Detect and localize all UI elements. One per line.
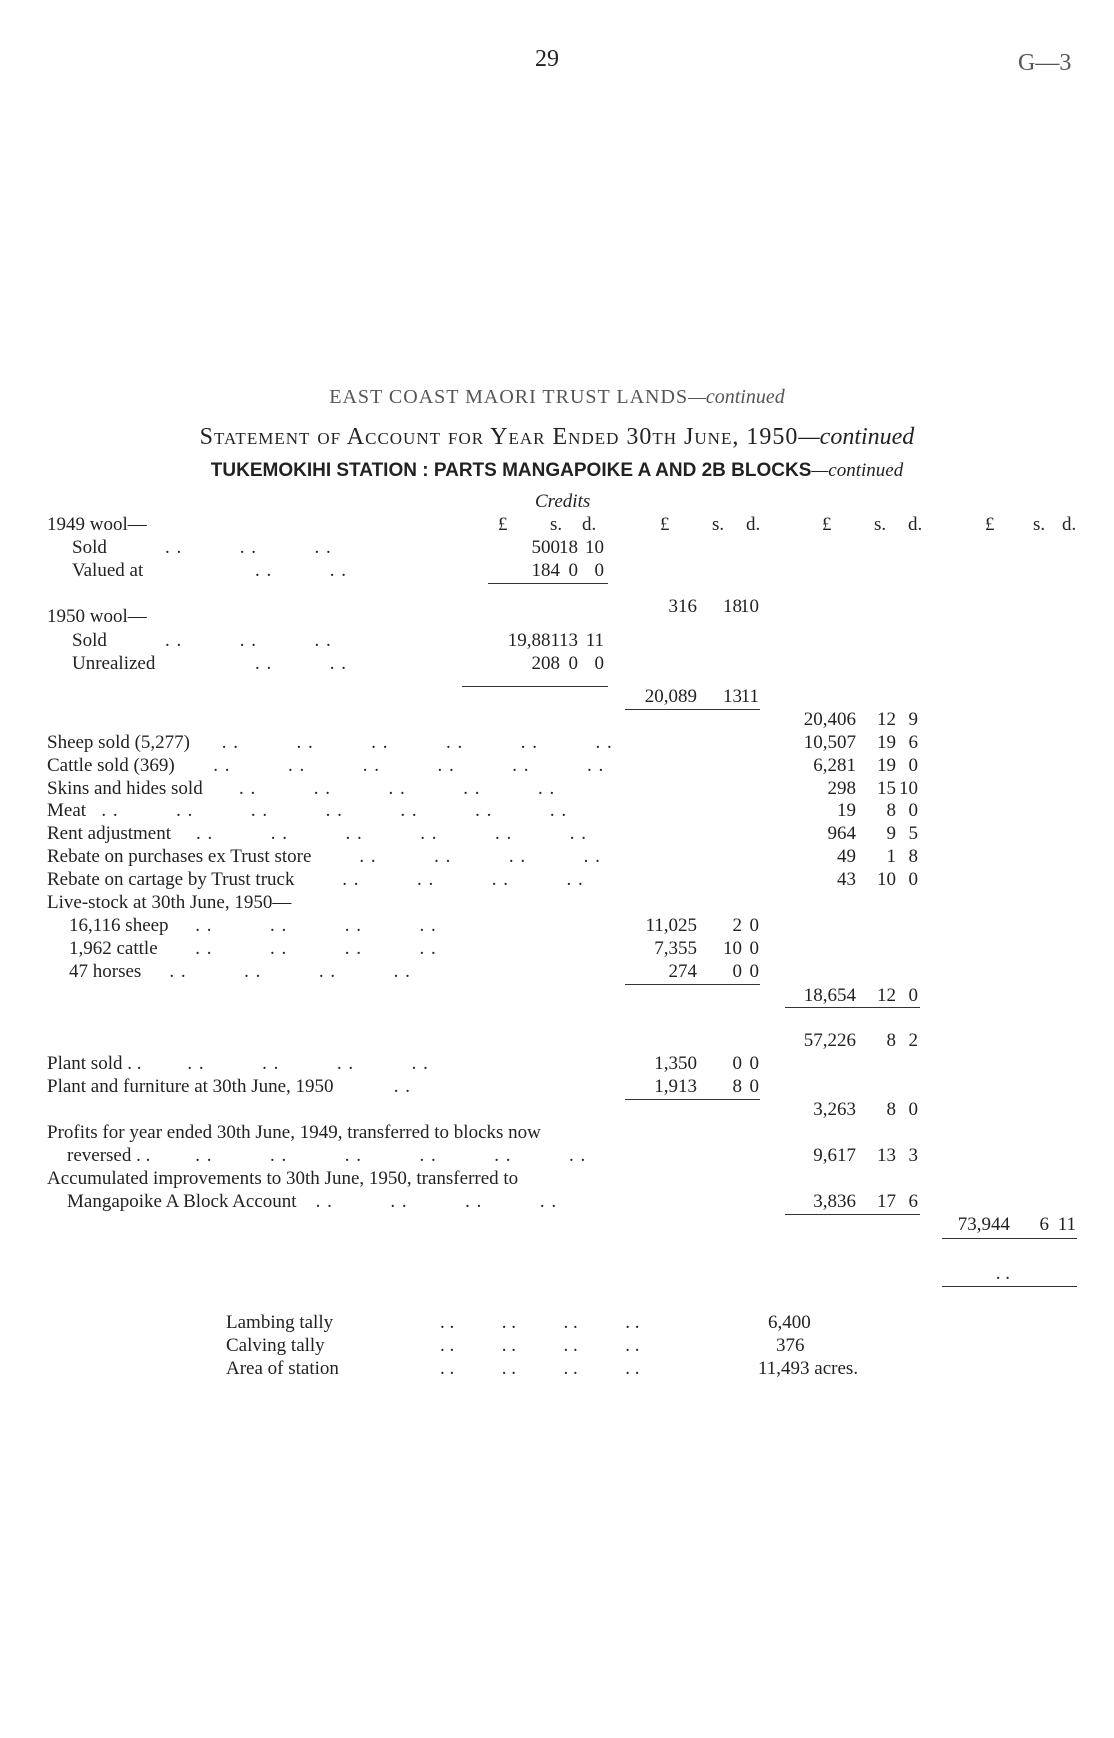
amount-pounds-col-1: 19,881: [507, 630, 560, 651]
amount-shillings-col-2: 13: [723, 686, 742, 707]
dot-leader: . . . .: [255, 653, 347, 674]
amount-shillings-col-3: 19: [877, 732, 896, 753]
amount-pence-col-4: 11: [1057, 1214, 1076, 1235]
amount-pence-col-2: 11: [740, 686, 759, 707]
amount-pounds-col-3: 3,263: [813, 1099, 856, 1120]
amount-pounds-col-1: 184: [531, 560, 560, 581]
dot-leader: . . . . . . . .: [315, 1191, 558, 1212]
amount-pence-col-2: 0: [749, 1076, 759, 1097]
title-line-1-text: EAST COAST MAORI TRUST LANDS: [329, 386, 689, 408]
column-1-shilling-header: s.: [550, 514, 563, 535]
amount-shillings-col-1: 0: [568, 653, 578, 674]
amount-shillings-col-3: 15: [877, 778, 896, 799]
amount-pounds-col-2: 7,355: [654, 938, 697, 959]
amount-pounds-col-3: 298: [827, 778, 856, 799]
amount-shillings-col-2: 10: [723, 938, 742, 959]
title-line-1-suffix: —continued: [688, 386, 785, 408]
amount-pounds-col-3: 964: [827, 823, 856, 844]
rule-col4-b: [942, 1286, 1077, 1287]
amount-pence-col-3: 9: [908, 709, 918, 730]
amount-pounds-col-3: 9,617: [813, 1145, 856, 1166]
dot-leader: . . . . . . . .: [187, 1053, 429, 1074]
amount-shillings-col-3: 8: [886, 1030, 896, 1051]
title-line-1: [0, 386, 1114, 408]
amount-shillings-col-4: 6: [1039, 1214, 1049, 1235]
amount-pounds-col-3: 10,507: [803, 732, 856, 753]
amount-shillings-col-3: 9: [886, 823, 896, 844]
row-label: 16,116 sheep: [69, 915, 169, 936]
title-line-2-text: Statement of Account for Year Ended 30th June, 1950: [199, 424, 799, 450]
amount-pence-col-2: 10: [740, 596, 759, 617]
amount-pence-col-3: 8: [908, 846, 918, 867]
row-label: 1,962 cattle: [69, 938, 158, 959]
row-label: Cattle sold (369): [47, 755, 175, 776]
amount-shillings-col-3: 10: [877, 869, 896, 890]
rule-col4-a: [942, 1238, 1077, 1239]
amount-pounds-col-2: 20,089: [644, 686, 697, 707]
amount-pounds-col-3: 49: [837, 846, 856, 867]
amount-pence-col-3: 3: [908, 1145, 918, 1166]
title-line-3-suffix: —continued: [811, 460, 904, 481]
amount-pounds-col-2: 274: [668, 961, 697, 982]
column-1-pound-header: £: [498, 514, 508, 535]
document-reference: G—3: [1018, 50, 1072, 76]
amount-pounds-col-1: 500: [531, 537, 560, 558]
tally-value: 376: [776, 1335, 805, 1356]
row-label: Profits for year ended 30th June, 1949, transferred to blocks now: [47, 1122, 541, 1143]
amount-pence-col-1: 0: [594, 560, 604, 581]
dot-leader: . . . . . .: [165, 630, 332, 651]
row-label: Valued at: [72, 560, 144, 581]
amount-shillings-col-2: 0: [732, 1053, 742, 1074]
amount-pence-col-1: 0: [594, 653, 604, 674]
row-label: Sheep sold (5,277): [47, 732, 191, 753]
row-label: Mangapoike A Block Account: [67, 1191, 297, 1212]
amount-pounds-col-2: 316: [668, 596, 697, 617]
rule-col2-c: [625, 1099, 760, 1100]
row-label: 1949 wool—: [47, 514, 147, 535]
credits-label: Credits: [535, 491, 591, 512]
amount-pounds-col-2: 11,025: [645, 915, 697, 936]
amount-pence-col-3: 6: [908, 1191, 918, 1212]
amount-pounds-col-2: 1,350: [654, 1053, 697, 1074]
amount-shillings-col-3: 17: [877, 1191, 896, 1212]
amount-shillings-col-2: 0: [732, 961, 742, 982]
row-label: Sold: [72, 537, 107, 558]
row-label: reversed . .: [67, 1145, 151, 1166]
dot-leader: . . . . . . . . . . . .: [195, 1145, 587, 1166]
row-label: Meat: [47, 800, 87, 821]
column-4-pound-header: £: [985, 514, 995, 535]
title-line-2-suffix: —continued: [798, 424, 915, 450]
amount-pence-col-1: 11: [585, 630, 604, 651]
dot-leader: . . . . . . . .: [359, 846, 601, 867]
dot-leader: . . . . . . . . . . . .: [196, 823, 587, 844]
amount-shillings-col-3: 1: [886, 846, 896, 867]
row-label: Live-stock at 30th June, 1950—: [47, 892, 292, 913]
dot-leader: . . . . . . . .: [195, 915, 437, 936]
tally-dot-leader: . . . . . . . .: [440, 1312, 640, 1333]
rule-col1-a: [488, 583, 608, 584]
amount-pence-col-3: 10: [899, 778, 918, 799]
amount-pence-col-2: 0: [749, 938, 759, 959]
title-line-3-text: TUKEMOKIHI STATION : PARTS MANGAPOIKE A AND 2B BLOCKS: [210, 460, 812, 481]
row-label: Rent adjustment: [47, 823, 172, 844]
amount-shillings-col-1: 18: [559, 537, 578, 558]
dot-leader: . . . . . . . . . . . .: [213, 755, 605, 776]
tally-label: Calving tally: [226, 1335, 325, 1356]
tally-value: 11,493 acres.: [758, 1358, 859, 1379]
amount-pence-col-2: 0: [749, 961, 759, 982]
amount-shillings-col-2: 18: [723, 596, 742, 617]
title-line-3: [0, 460, 1114, 482]
amount-pence-col-3: 2: [908, 1030, 918, 1051]
row-label: Plant and furniture at 30th June, 1950: [47, 1076, 334, 1097]
amount-pence-col-3: 0: [908, 1099, 918, 1120]
dot-leader: . . . .: [255, 560, 347, 581]
tally-dot-leader: . . . . . . . .: [440, 1335, 640, 1356]
amount-pounds-col-3: 43: [837, 869, 856, 890]
dot-leader: . . . . . . . . . .: [239, 778, 556, 799]
amount-pounds-col-3: 57,226: [803, 1030, 856, 1051]
amount-pounds-col-3: 3,836: [813, 1191, 856, 1212]
amount-shillings-col-1: 0: [568, 560, 578, 581]
amount-shillings-col-3: 8: [886, 1099, 896, 1120]
amount-pounds-col-3: 19: [837, 800, 856, 821]
amount-shillings-col-3: 12: [877, 985, 896, 1006]
column-4-pence-header: d.: [1062, 514, 1077, 535]
amount-shillings-col-3: 13: [877, 1145, 896, 1166]
amount-pence-col-3: 6: [908, 732, 918, 753]
row-label: Rebate on purchases ex Trust store: [47, 846, 312, 867]
rule-col2-a: [625, 709, 760, 710]
amount-pence-col-3: 0: [908, 985, 918, 1006]
row-label: 47 horses: [69, 961, 142, 982]
amount-pounds-col-4: . .: [995, 1263, 1010, 1284]
row-label: Accumulated improvements to 30th June, 1950, transferred to: [47, 1168, 519, 1189]
amount-shillings-col-3: 12: [877, 709, 896, 730]
tally-value: 6,400: [768, 1312, 811, 1333]
column-3-pence-header: d.: [908, 514, 923, 535]
amount-pence-col-2: 0: [749, 1053, 759, 1074]
amount-shillings-col-3: 19: [877, 755, 896, 776]
column-1-pence-header: d.: [582, 514, 597, 535]
dot-leader: . . . . . . . .: [169, 961, 411, 982]
dot-leader: . . . . . . . .: [195, 938, 437, 959]
row-label: Rebate on cartage by Trust truck: [47, 869, 295, 890]
amount-shillings-col-1: 13: [559, 630, 578, 651]
amount-pounds-col-2: 1,913: [654, 1076, 697, 1097]
amount-shillings-col-2: 8: [732, 1076, 742, 1097]
amount-pence-col-3: 0: [908, 800, 918, 821]
column-3-pound-header: £: [822, 514, 832, 535]
rule-col3-b: [785, 1214, 920, 1215]
tally-label: Lambing tally: [226, 1312, 334, 1333]
column-3-shilling-header: s.: [874, 514, 887, 535]
amount-pounds-col-4: 73,944: [957, 1214, 1010, 1235]
rule-col2-b: [625, 984, 760, 985]
column-4-shilling-header: s.: [1033, 514, 1046, 535]
title-line-2: [0, 426, 1114, 448]
column-2-pence-header: d.: [746, 514, 761, 535]
dot-leader: . . . . . .: [165, 537, 332, 558]
amount-pence-col-2: 0: [749, 915, 759, 936]
amount-pounds-col-3: 6,281: [813, 755, 856, 776]
amount-pounds-col-3: 18,654: [803, 985, 856, 1006]
row-label: Unrealized: [72, 653, 156, 674]
dot-leader: . .: [393, 1076, 412, 1097]
tally-label: Area of station: [226, 1358, 339, 1379]
page-number: 29: [535, 46, 559, 72]
tally-dot-leader: . . . . . . . .: [440, 1358, 640, 1379]
amount-shillings-col-3: 8: [886, 800, 896, 821]
rule-col1-b: [462, 686, 608, 687]
amount-pence-col-1: 10: [585, 537, 604, 558]
amount-pence-col-3: 0: [908, 869, 918, 890]
row-label: Sold: [72, 630, 107, 651]
amount-shillings-col-2: 2: [732, 915, 742, 936]
dot-leader: . . . . . . . . . . . .: [221, 732, 613, 753]
dot-leader: . . . . . . . . . . . . . .: [101, 800, 568, 821]
rule-col3-a: [785, 1007, 920, 1008]
amount-pounds-col-1: 208: [531, 653, 560, 674]
dot-leader: . . . . . . . .: [342, 869, 584, 890]
amount-pence-col-3: 0: [908, 755, 918, 776]
column-2-shilling-header: s.: [712, 514, 725, 535]
row-label: Plant sold . .: [47, 1053, 142, 1074]
row-label: 1950 wool—: [47, 606, 147, 627]
column-2-pound-header: £: [660, 514, 670, 535]
amount-pence-col-3: 5: [908, 823, 918, 844]
row-label: Skins and hides sold: [47, 778, 203, 799]
amount-pounds-col-3: 20,406: [803, 709, 856, 730]
